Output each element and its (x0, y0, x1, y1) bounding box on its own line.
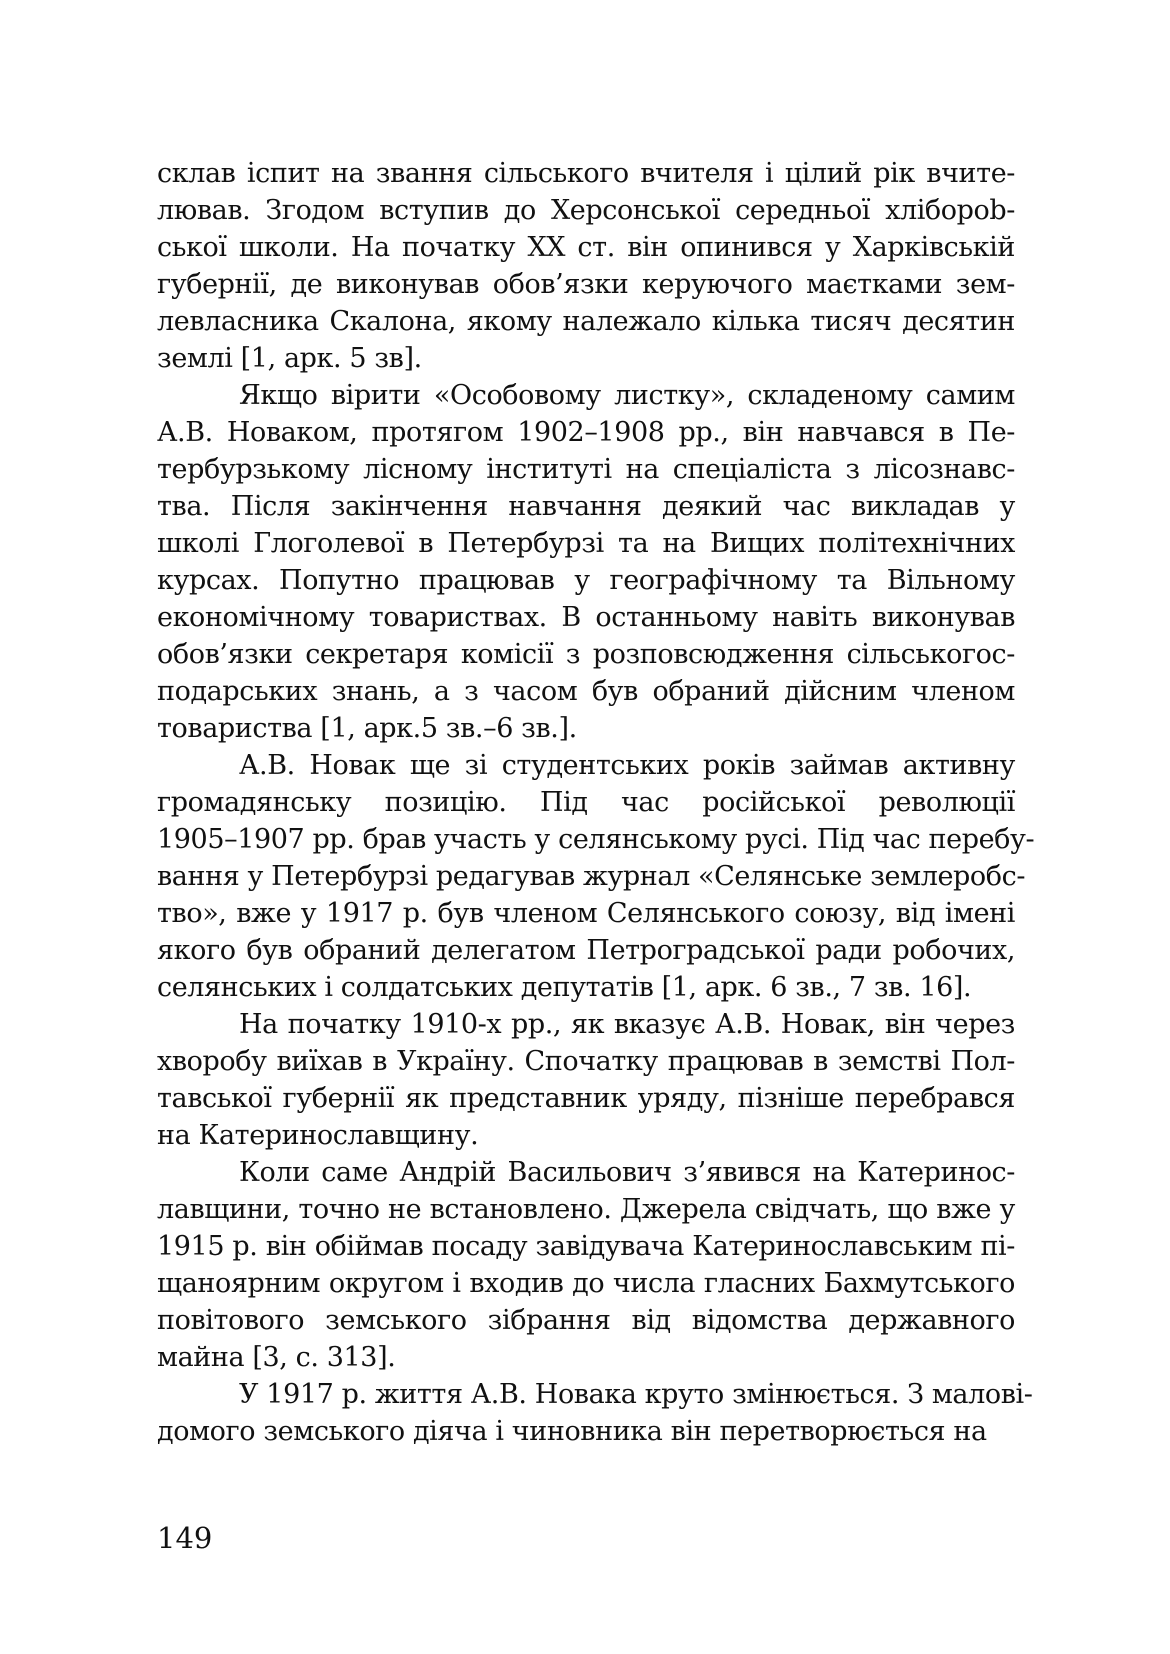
paragraph (157, 1376, 1033, 1450)
text-line: У 1917 р. життя А.В. Новака круто змінюється. З малові- (239, 1379, 1033, 1410)
text-line: землі [1, арк. 5 зв]. (157, 343, 422, 374)
text-line: тербурзькому лісному інституті на спеціаліста з лісознавс- (157, 454, 1015, 485)
body-text (157, 155, 1035, 1450)
text-line: на Катеринославщину. (157, 1120, 479, 1151)
text-line: Коли саме Андрій Васильович з’явився на Катеринос- (239, 1157, 1015, 1188)
text-line: подарських знань, а з часом був обраний дійсним членом (157, 676, 1015, 707)
text-line: селянських і солдатських депутатів [1, арк. 6 зв., 7 зв. 16]. (157, 972, 972, 1003)
paragraph (157, 747, 1035, 1006)
text-line: вання у Петербурзі редагував журнал «Селянське землеробс- (157, 861, 1026, 892)
text-line: повітового земського зібрання від відомства державного (157, 1305, 1015, 1336)
text-line: громадянську позицію. Під час російської революції (157, 787, 1015, 818)
text-line: левласника Скалона, якому належало кілька тисяч десятин (157, 306, 1015, 337)
text-line: товариства [1, арк.5 зв.–6 зв.]. (157, 713, 577, 744)
text-line: склав іспит на звання сільського вчителя і цілий рік вчите- (157, 158, 1015, 189)
paragraph (157, 155, 1015, 377)
text-line: школі Глоголевої в Петербурзі та на Вищих політехнічних (157, 528, 1015, 559)
text-line: лював. Згодом вступив до Херсонської середньої хліборob- (157, 195, 1015, 226)
page-number: 149 (157, 1521, 213, 1555)
text-line: якого був обраний делегатом Петроградської ради робочих, (157, 935, 1015, 966)
text-line: щаноярним округом і входив до числа гласних Бахмутського (157, 1268, 1015, 1299)
text-line: 1905–1907 рр. брав участь у селянському русі. Під час перебу- (157, 824, 1035, 855)
text-line: обов’язки секретаря комісії з розповсюдження сільськогос- (157, 639, 1015, 670)
text-line: майна [3, с. 313]. (157, 1342, 396, 1373)
text-line: тво», вже у 1917 р. був членом Селянського союзу, від імені (157, 898, 1015, 929)
text-line: 1915 р. він обіймав посаду завідувача Катеринославським пі- (157, 1231, 1015, 1262)
text-line: Якщо вірити «Особовому листку», складеному самим (239, 380, 1015, 411)
text-line: губернії, де виконував обов’язки керуючого маєтками зем- (157, 269, 1015, 300)
text-line: економічному товариствах. В останньому навіть виконував (157, 602, 1015, 633)
text-line: А.В. Новаком, протягом 1902–1908 рр., він навчався в Пе- (157, 417, 1015, 448)
paragraph (157, 1154, 1015, 1376)
text-line: тва. Після закінчення навчання деякий час викладав у (157, 491, 1015, 522)
text-line: На початку 1910-х рр., як вказує А.В. Новак, він через (239, 1009, 1015, 1040)
text-line: курсах. Попутно працював у географічному та Вільному (157, 565, 1015, 596)
text-line: хворобу виїхав в Україну. Спочатку працював в земстві Пол- (157, 1046, 1015, 1077)
paragraph (157, 1006, 1015, 1154)
text-line: ської школи. На початку ХХ ст. він опинився у Харківській (157, 232, 1015, 263)
text-line: А.В. Новак ще зі студентських років займав активну (239, 750, 1015, 781)
text-line: лавщини, точно не встановлено. Джерела свідчать, що вже у (157, 1194, 1015, 1225)
text-line: тавської губернії як представник уряду, пізніше перебрався (157, 1083, 1015, 1114)
text-line: домого земського діяча і чиновника він перетворюється на (157, 1416, 987, 1447)
paragraph (157, 377, 1015, 747)
